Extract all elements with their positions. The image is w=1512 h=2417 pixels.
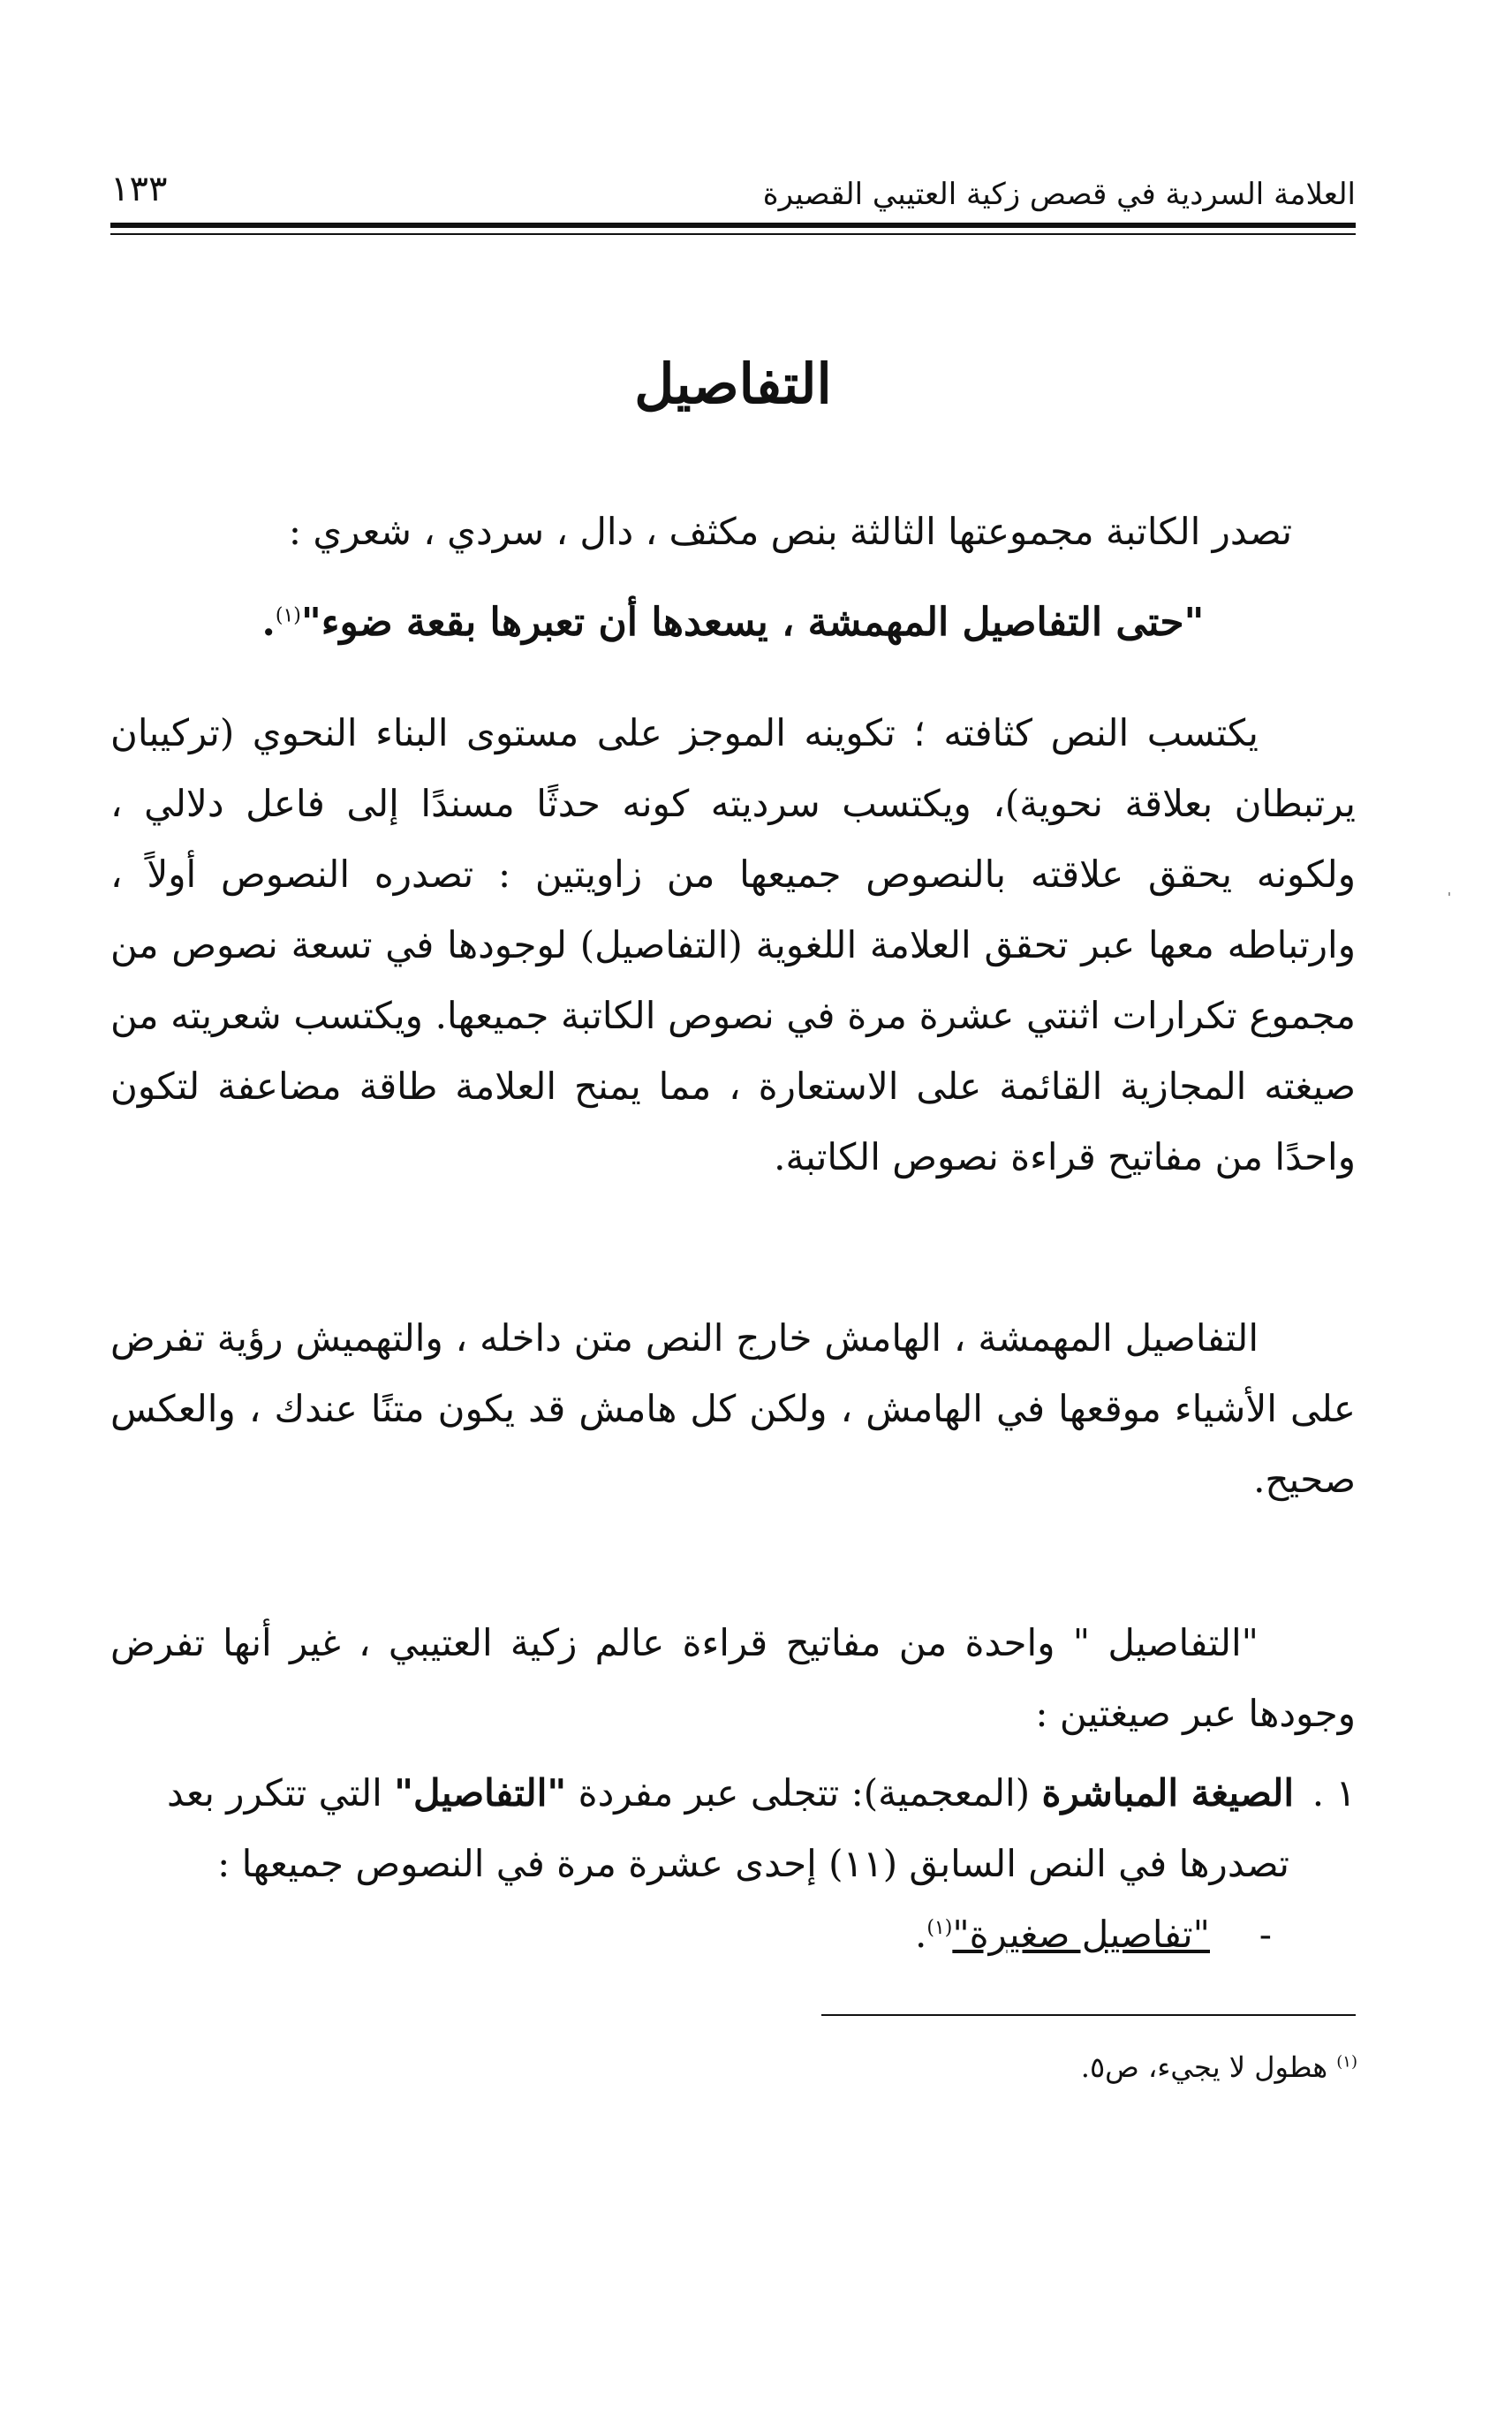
margin-speck: [1448, 892, 1450, 896]
dash-marker: -: [1259, 1913, 1272, 1956]
quote-end: .: [261, 600, 276, 645]
footnote-separator: [821, 2014, 1356, 2016]
intro-line: تصدر الكاتبة مجموعتها الثالثة بنص مكثف ، دال ، سردي ، شعري :: [288, 510, 1293, 553]
list-number: ١ .: [1312, 1771, 1356, 1815]
footnote-text: هطول لا يجيء، ص٥.: [1080, 2050, 1328, 2084]
footnote-number: (١): [1336, 2052, 1357, 2072]
dash-quoted-text: "تفاصيل صغيرة": [952, 1913, 1210, 1956]
paragraph: التفاصيل المهمشة ، الهامش خارج النص متن داخله ، والتهميش رؤية تفرض على الأشياء موقعها في الهامش ، ولكن كل هامش قد يكون متنًا عندك ، والعكس صحيح.: [110, 1316, 1356, 1501]
list-text-b: التي تتكرر بعد: [166, 1771, 395, 1815]
footnote-ref: (١): [275, 604, 301, 627]
list-text-a: (المعجمية): تتجلى عبر مفردة: [566, 1771, 1042, 1815]
list-item-continuation: تصدرها في النص السابق (١١) إحدى عشرة مرة في النصوص جميعها :: [217, 1842, 1289, 1885]
header-rule-thin: [110, 233, 1356, 235]
paragraph: "التفاصيل " واحدة من مفاتيح قراءة عالم زكية العتيبي ، غير أنها تفرض وجودها عبر صيغتين :: [110, 1621, 1356, 1735]
footnote: [1081, 2048, 1357, 2087]
paragraph: يكتسب النص كثافته ؛ تكوينه الموجز على مستوى البناء النحوي (تركيبان يرتبطان بعلاقة نحوية)، ويكتسب سرديته كونه حدثًا مسندًا إلى فاعل دلالي ، ولكونه يحقق علاقته بالنصوص جميعها من زاويتين : تصدره النصوص أولاً ، وارتباطه معها عبر تحقق العلامة اللغوية (التفاصيل) لوجودها في تسعة نصوص من مجموع تكرارات اثنتي عشرة مرة في نصوص الكاتبة جميعها. ويكتسب شعريته من صيغته المجازية القائمة على الاستعارة ، مما يمنح العلامة طاقة مضاعفة لتكون واحدًا من مفاتيح قراءة نصوص الكاتبة.: [110, 711, 1356, 1178]
numbered-list-item: [110, 1758, 1356, 1829]
header-rule-thick: [110, 223, 1356, 228]
epigraph-quote: [110, 587, 1356, 658]
dash-list-item: [110, 1899, 1356, 1970]
quote-text: "حتى التفاصيل المهمشة ، يسعدها أن تعبرها بقعة ضوء": [300, 600, 1205, 645]
dash-end: .: [914, 1913, 927, 1956]
footnote-ref: (١): [926, 1917, 953, 1939]
page-header: [110, 150, 1356, 212]
running-title: العلامة السردية في قصص زكية العتيبي القصيرة: [762, 177, 1356, 212]
section-title: التفاصيل: [634, 352, 832, 416]
list-bold-word: "التفاصيل": [394, 1771, 567, 1815]
list-bold-lead: الصيغة المباشرة: [1041, 1771, 1294, 1815]
page-number: ١٣٣: [110, 169, 168, 209]
